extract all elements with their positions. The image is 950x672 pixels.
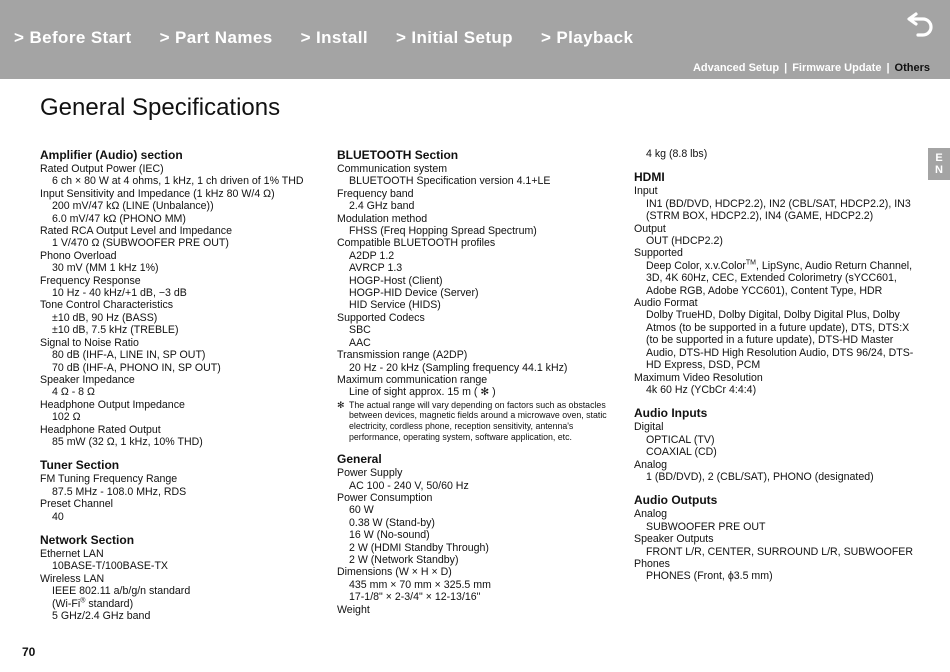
spec-value: OPTICAL (TV) xyxy=(646,433,715,446)
spec-value: 2 W (Network Standby) xyxy=(349,553,459,566)
spec-value: 200 mV/47 kΩ (LINE (Unbalance)) xyxy=(52,200,214,213)
spec-value: HOGP-Host (Client) xyxy=(349,274,443,287)
spec-value: 6 ch × 80 W at 4 ohms, 1 kHz, 1 ch driven of 1% THD xyxy=(52,175,304,188)
spec-label: Maximum Video Resolution xyxy=(634,371,763,384)
spec-label: Phono Overload xyxy=(40,249,117,262)
spec-value: Adobe RGB, Adobe YCC601), Content Type, HDR xyxy=(646,284,883,297)
spec-value: 40 xyxy=(52,510,64,523)
spec-value: IN1 (BD/DVD, HDCP2.2), IN2 (CBL/SAT, HDCP2.2), IN3 xyxy=(646,197,911,210)
spec-value: 16 W (No-sound) xyxy=(349,529,430,542)
spec-value: FHSS (Freq Hopping Spread Spectrum) xyxy=(349,225,537,238)
spec-label: Power Consumption xyxy=(337,491,433,504)
section-heading: General xyxy=(337,452,382,467)
spec-label: Analog xyxy=(634,508,667,521)
subnav-firmware-update[interactable]: Firmware Update xyxy=(792,62,882,74)
spec-value: Dolby TrueHD, Dolby Digital, Dolby Digital Plus, Dolby xyxy=(646,309,900,322)
spec-label: Analog xyxy=(634,458,667,471)
spec-value: 3D, 4K 60Hz, CEC, Extended Colorimetry (sYCC601, xyxy=(646,272,897,285)
spec-value: IEEE 802.11 a/b/g/n standard xyxy=(52,585,191,598)
spec-label: FM Tuning Frequency Range xyxy=(40,473,178,486)
spec-value: (STRM BOX, HDCP2.2), IN4 (GAME, HDCP2.2) xyxy=(646,210,874,223)
spec-label: Wireless LAN xyxy=(40,572,105,585)
spec-label: Frequency band xyxy=(337,187,414,200)
spec-label: Phones xyxy=(634,557,670,570)
spec-value: Audio, DTS-HD High Resolution Audio, DTS 96/24, DTS- xyxy=(646,346,914,359)
spec-value: SUBWOOFER PRE OUT xyxy=(646,520,766,533)
spec-value: AC 100 - 240 V, 50/60 Hz xyxy=(349,479,469,492)
spec-value: 20 Hz - 20 kHz (Sampling frequency 44.1 kHz) xyxy=(349,361,568,374)
section-heading: HDMI xyxy=(634,170,665,185)
spec-value-part: standard) xyxy=(85,597,134,610)
section-heading: Audio Outputs xyxy=(634,493,718,508)
spec-value: AVRCP 1.3 xyxy=(349,262,403,275)
spec-value: 80 dB (IHF-A, LINE IN, SP OUT) xyxy=(52,349,206,362)
top-navigation-bar xyxy=(0,0,950,79)
spec-label: Digital xyxy=(634,421,664,434)
section-heading: Amplifier (Audio) section xyxy=(40,148,183,162)
spec-value: (to be supported in a future update), DTS-HD Master xyxy=(646,334,894,347)
spec-value: Line of sight approx. 15 m ( ✻ ) xyxy=(349,386,496,399)
page-title: General Specifications xyxy=(40,94,281,121)
spec-label: Modulation method xyxy=(337,212,428,225)
spec-label: Speaker Outputs xyxy=(634,533,714,546)
spec-label: Tone Control Characteristics xyxy=(40,299,174,312)
lang-letter: E xyxy=(935,152,943,164)
asterisk-mark: ✻ xyxy=(337,399,345,410)
spec-value: AAC xyxy=(349,336,371,349)
spec-value-part: Deep Color, x.v.Color xyxy=(646,259,746,272)
spec-value: HD Express, DSD, PCM xyxy=(646,359,761,372)
spec-label: Frequency Response xyxy=(40,274,141,287)
spec-value: 10 Hz - 40 kHz/+1 dB, −3 dB xyxy=(52,287,187,300)
spec-value: 85 mW (32 Ω, 1 kHz, 10% THD) xyxy=(52,435,203,448)
spec-label: Ethernet LAN xyxy=(40,547,104,560)
section-heading: Audio Inputs xyxy=(634,406,708,421)
subnav-others[interactable]: Others xyxy=(894,62,930,74)
spec-value: OUT (HDCP2.2) xyxy=(646,235,723,248)
spec-value: COAXIAL (CD) xyxy=(646,446,717,459)
spec-value: Atmos (to be supported in a future update), DTS, DTS:X xyxy=(646,321,910,334)
back-arrow-icon[interactable] xyxy=(906,8,936,38)
spec-column-1 xyxy=(40,148,330,622)
spec-value: 4k 60 Hz (YCbCr 4:4:4) xyxy=(646,383,757,396)
spec-value-part: , LipSync, Audio Return Channel, xyxy=(756,259,913,272)
spec-column-2 xyxy=(337,148,622,616)
spec-value: PHONES (Front, ϕ3.5 mm) xyxy=(646,570,773,583)
spec-label: Maximum communication range xyxy=(337,373,488,386)
lang-letter: N xyxy=(935,164,943,176)
language-tab xyxy=(928,148,950,180)
nav-part-names[interactable]: > Part Names xyxy=(159,28,273,47)
spec-value: ±10 dB, 7.5 kHz (TREBLE) xyxy=(52,324,179,337)
section-heading: BLUETOOTH Section xyxy=(337,148,459,162)
spec-value: 6.0 mV/47 kΩ (PHONO MM) xyxy=(52,212,186,225)
spec-label: Audio Format xyxy=(634,297,698,310)
spec-value: FRONT L/R, CENTER, SURROUND L/R, SUBWOOFER xyxy=(646,545,914,558)
spec-label: Headphone Rated Output xyxy=(40,423,161,436)
nav-install[interactable]: > Install xyxy=(300,28,368,47)
section-heading: Tuner Section xyxy=(40,458,120,473)
spec-value: 1 (BD/DVD), 2 (CBL/SAT), PHONO (designated) xyxy=(646,470,874,483)
spec-label: Headphone Output Impedance xyxy=(40,398,185,411)
spec-label: Output xyxy=(634,222,666,235)
spec-value xyxy=(40,598,330,610)
spec-label: Signal to Noise Ratio xyxy=(40,336,139,349)
page-number: 70 xyxy=(22,645,36,659)
spec-label: Supported Codecs xyxy=(337,311,425,324)
spec-value: 4 Ω - 8 Ω xyxy=(52,386,95,399)
sub-navigation: Advanced Setup | Firmware Update | Others xyxy=(692,62,930,74)
registered-mark: ® xyxy=(80,597,86,605)
spec-label: Rated Output Power (IEC) xyxy=(40,163,164,175)
spec-value xyxy=(634,260,924,272)
spec-value: 0.38 W (Stand-by) xyxy=(349,516,435,529)
spec-value: 5 GHz/2.4 GHz band xyxy=(52,610,151,622)
spec-value: 102 Ω xyxy=(52,411,81,424)
main-nav xyxy=(14,28,661,48)
spec-label: Input xyxy=(634,185,658,198)
spec-value: 30 mV (MM 1 kHz 1%) xyxy=(52,262,159,275)
spec-value: HOGP-HID Device (Server) xyxy=(349,287,479,300)
footnote xyxy=(337,400,622,442)
spec-value: 17-1/8" × 2-3/4" × 12-13/16" xyxy=(349,591,481,604)
spec-column-3 xyxy=(634,148,924,583)
spec-label: Rated RCA Output Level and Impedance xyxy=(40,225,232,238)
spec-value: 2 W (HDMI Standby Through) xyxy=(349,541,489,554)
nav-playback[interactable]: > Playback xyxy=(540,28,634,47)
nav-initial-setup[interactable]: > Initial Setup xyxy=(395,28,513,47)
spec-label: Supported xyxy=(634,247,683,260)
spec-value: 70 dB (IHF-A, PHONO IN, SP OUT) xyxy=(52,361,221,374)
spec-value: ±10 dB, 90 Hz (BASS) xyxy=(52,311,158,324)
spec-label: Input Sensitivity and Impedance (1 kHz 80 W/4 Ω) xyxy=(40,187,275,200)
spec-label: Communication system xyxy=(337,163,448,175)
spec-label: Transmission range (A2DP) xyxy=(337,349,468,362)
spec-value: A2DP 1.2 xyxy=(349,249,395,262)
spec-label: Power Supply xyxy=(337,467,403,480)
spec-value: 2.4 GHz band xyxy=(349,200,415,213)
spec-label: Speaker Impedance xyxy=(40,373,135,386)
spec-value: 1 V/470 Ω (SUBWOOFER PRE OUT) xyxy=(52,237,229,250)
spec-value: HID Service (HIDS) xyxy=(349,299,441,312)
spec-value: 87.5 MHz - 108.0 MHz, RDS xyxy=(52,485,187,498)
spec-value: 60 W xyxy=(349,504,374,517)
spec-value-part: (Wi-Fi xyxy=(52,597,81,610)
spec-value: SBC xyxy=(349,324,371,337)
spec-label: Dimensions (W × H × D) xyxy=(337,566,452,579)
section-heading: Network Section xyxy=(40,532,135,547)
spec-label: Preset Channel xyxy=(40,498,114,511)
spec-value: 435 mm × 70 mm × 325.5 mm xyxy=(349,578,491,591)
spec-label: Compatible BLUETOOTH profiles xyxy=(337,237,496,250)
nav-before-start[interactable]: > Before Start xyxy=(14,28,132,47)
spec-value: 10BASE-T/100BASE-TX xyxy=(52,560,168,573)
trademark-mark: TM xyxy=(745,259,757,267)
spec-value: BLUETOOTH Specification version 4.1+LE xyxy=(349,175,551,188)
spec-label: Weight xyxy=(337,603,370,616)
footnote-text: The actual range will vary depending on factors such as obstacles between devices, magnetic fields around a microwave oven, static electricity, cordless phone, reception sensitivity, antenna's performance, operating system, software application, etc. xyxy=(349,399,607,442)
spec-value: 4 kg (8.8 lbs) xyxy=(646,148,708,160)
subnav-advanced-setup[interactable]: Advanced Setup xyxy=(692,62,780,74)
